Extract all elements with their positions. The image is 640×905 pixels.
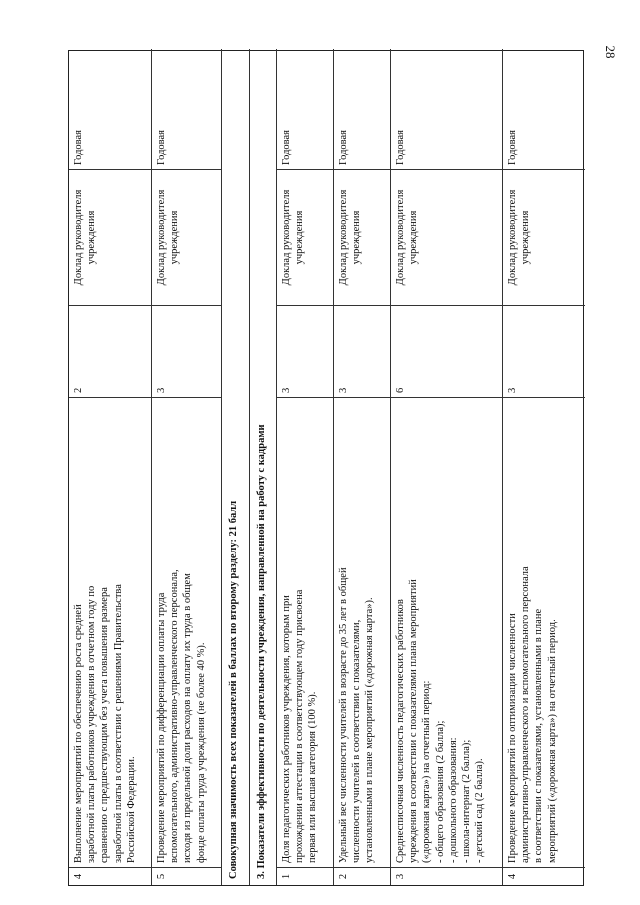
period-cell: Годовая (507, 130, 518, 165)
indicator-name-line: («дорожная карта») на отчетный период: (421, 680, 433, 863)
points-cell: 3 (503, 305, 585, 397)
source-line: учреждения (520, 210, 532, 265)
source-line: учреждения (86, 210, 98, 265)
table-row (152, 49, 222, 885)
indicator-name (152, 397, 221, 867)
indicator-name-line: Доля педагогических работников учреждения, которым при (281, 595, 292, 863)
period-cell: Годовая (338, 130, 349, 165)
indicator-name-line: мероприятий («дорожная карта») на отчетный период. (546, 619, 558, 863)
section-title-header: 3. Показатели эффективности по деятельности учреждения, направленной на работу с кадрами (256, 424, 267, 879)
period-cell: Годовая (281, 130, 292, 165)
source-line: учреждения (169, 210, 181, 265)
indicator-name-line: Выполнение мероприятий по обеспечению роста средней (73, 604, 84, 863)
table-row (334, 49, 391, 885)
indicator-name-line: Российской Федерации. (125, 756, 137, 863)
source-line: Доклад руководителя (395, 189, 406, 286)
page-number: 28 (603, 45, 618, 59)
indicator-name (503, 397, 585, 867)
source-line: учреждения (351, 210, 363, 265)
indicator-name (334, 397, 390, 867)
table-row (250, 49, 277, 885)
source-line: учреждения (294, 210, 306, 265)
indicator-name-line: численности учителей в соответствии с показателями, (351, 619, 363, 863)
indicator-name-line: Проведение мероприятий по дифференциации оплаты труда (156, 592, 167, 863)
period-cell: Годовая (73, 130, 84, 165)
row-number: 4 (69, 867, 151, 885)
indicator-name-line: административно-управленческого и вспомогательного персонала (520, 566, 532, 863)
source-line: Доклад руководителя (507, 189, 518, 286)
indicator-name-line: прохождении аттестации в соответствующем году присвоена (294, 589, 306, 863)
indicator-name-line: - общего образования (2 балла); (434, 720, 446, 863)
indicator-name-line: исходя из предельной доли расходов на оплату их труда в общем (182, 573, 194, 863)
indicator-name-line: - дошкольного образования: (447, 737, 459, 863)
source-cell (391, 169, 502, 305)
indicator-name-line: сравнению с предшествующим без учета повышения размера (99, 587, 111, 863)
table-wrapper (68, 50, 584, 886)
indicator-name-line: - школа-интернат (2 балла); (461, 739, 473, 863)
table-row (391, 49, 503, 885)
points-cell: 2 (69, 305, 151, 397)
source-cell (69, 169, 151, 305)
period-cell: Годовая (156, 130, 167, 165)
source-line: Доклад руководителя (156, 189, 167, 286)
row-number: 3 (391, 867, 502, 885)
indicator-name-line: заработной платы работников учреждения в отчетном году по (86, 585, 98, 863)
points-cell: 3 (152, 305, 221, 397)
row-number: 2 (334, 867, 390, 885)
source-line: Доклад руководителя (281, 189, 292, 286)
source-line: Доклад руководителя (73, 189, 84, 286)
row-number: 4 (503, 867, 585, 885)
table-row (277, 49, 334, 885)
indicator-name-line: Проведение мероприятий по оптимизации численности (507, 613, 518, 863)
indicator-name-line: вспомогательного, административно-управленческого персонала, (169, 569, 181, 863)
section-total-header: Совокупная значимость всех показателей в баллах по второму разделу: 21 балл (228, 500, 239, 879)
source-cell (334, 169, 390, 305)
indicator-name (391, 397, 502, 867)
table-row (69, 49, 152, 885)
indicator-name-line: учреждения в соответствии с показателями плана мероприятий (408, 579, 420, 863)
source-line: учреждения (408, 210, 420, 265)
points-cell: 3 (277, 305, 333, 397)
indicator-name-line: Среднесписочная численность педагогических работников (395, 599, 406, 863)
table-row (222, 49, 250, 885)
indicator-name-line: - детский сад (2 балла). (474, 758, 486, 863)
indicator-name (69, 397, 151, 867)
indicator-name (277, 397, 333, 867)
row-number: 1 (277, 867, 333, 885)
source-line: Доклад руководителя (338, 189, 349, 286)
source-cell (503, 169, 585, 305)
period-cell: Годовая (395, 130, 406, 165)
indicator-name-line: установленными в плане мероприятий («дорожная карта»). (364, 597, 376, 863)
indicator-name-line: в соответствии с показателями, установленными в плане (533, 608, 545, 863)
source-cell (152, 169, 221, 305)
indicator-name-line: первая или высшая категория (100 %). (307, 691, 319, 863)
row-number: 5 (152, 867, 221, 885)
table-row (503, 49, 585, 885)
source-cell (277, 169, 333, 305)
indicators-table (68, 50, 584, 886)
points-cell: 3 (334, 305, 390, 397)
indicator-name-line: заработной платы в соответствии с решениями Правительства (112, 584, 124, 863)
indicator-name-line: фонде оплаты труда учреждения (не более 40 %). (195, 642, 207, 863)
points-cell: 6 (391, 305, 502, 397)
indicator-name-line: Удельный вес численности учителей в возрасте до 35 лет в общей (338, 567, 349, 863)
